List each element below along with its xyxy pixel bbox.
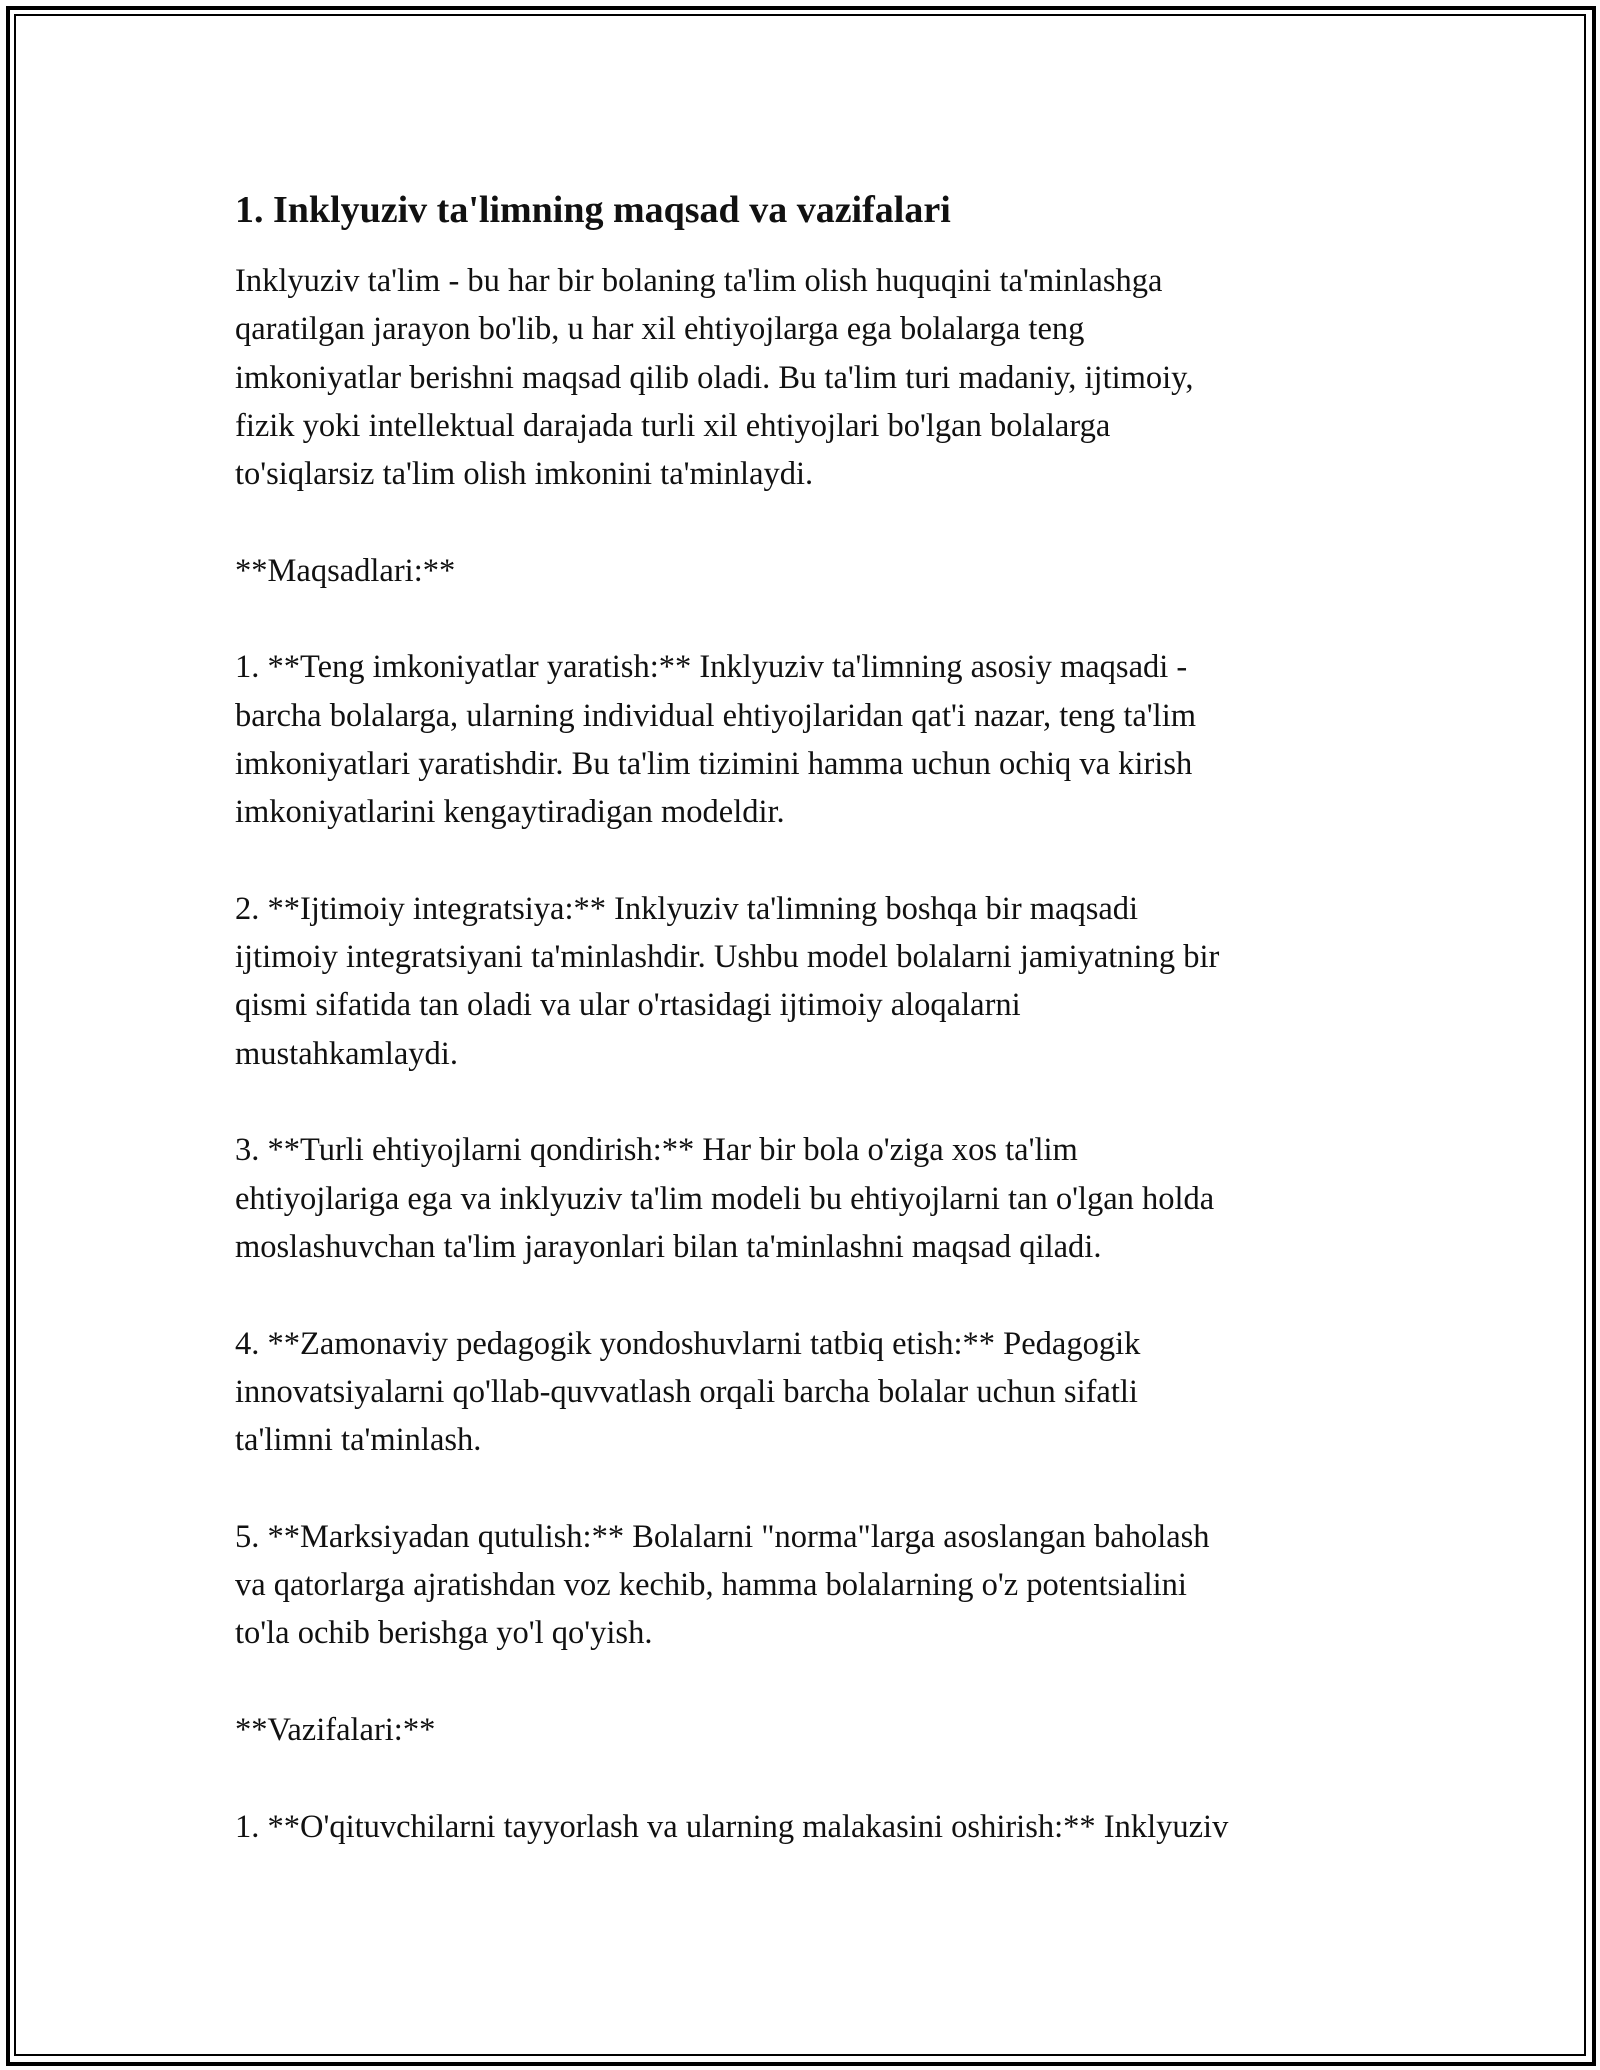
- text-line: va qatorlarga ajratishdan voz kechib, hamma bolalarning o'z potentsialini: [235, 1567, 1187, 1604]
- text-line: moslashuvchan ta'lim jarayonlari bilan ta'minlashni maqsad qiladi.: [235, 1228, 1102, 1265]
- text-line: 3. **Turli ehtiyojlarni qondirish:** Har bir bola o'ziga xos ta'lim: [235, 1132, 1078, 1169]
- text-line: 2. **Ijtimoiy integratsiya:** Inklyuziv ta'limning boshqa bir maqsadi: [235, 890, 1139, 927]
- text-line: innovatsiyalarni qo'llab-quvvatlash orqali barcha bolalar uchun sifatli: [235, 1373, 1138, 1410]
- text-line: imkoniyatlar berishni maqsad qilib oladi. Bu ta'lim turi madaniy, ijtimoiy,: [235, 359, 1194, 396]
- text-line: to'la ochib berishga yo'l qo'yish.: [235, 1615, 653, 1652]
- text-line: fizik yoki intellektual darajada turli xil ehtiyojlari bo'lgan bolalarga: [235, 407, 1111, 444]
- text-line: qaratilgan jarayon bo'lib, u har xil ehtiyojlarga ega bolalarga teng: [235, 311, 1085, 348]
- paragraph: [235, 1320, 1370, 1465]
- text-line: ehtiyojlariga ega va inklyuziv ta'lim modeli bu ehtiyojlarni tan o'lgan holda: [235, 1180, 1215, 1217]
- text-line: ijtimoiy integratsiyani ta'minlashdir. Ushbu model bolalarni jamiyatning bir: [235, 939, 1220, 976]
- text-line: mustahkamlaydi.: [235, 1035, 458, 1072]
- text-line: ta'limni ta'minlash.: [235, 1422, 482, 1459]
- paragraph: [235, 643, 1370, 836]
- document-body: [235, 185, 1370, 1851]
- text-line: **Maqsadlari:**: [235, 552, 456, 589]
- paragraph: [235, 1706, 1370, 1754]
- text-line: imkoniyatlarini kengaytiradigan modeldir.: [235, 794, 785, 831]
- paragraph: [235, 885, 1370, 1078]
- paragraph: [235, 1126, 1370, 1271]
- paragraph: [235, 1803, 1370, 1851]
- text-line: qismi sifatida tan oladi va ular o'rtasidagi ijtimoiy aloqalarni: [235, 987, 1021, 1024]
- text-line: 1. **Teng imkoniyatlar yaratish:** Inklyuziv ta'limning asosiy maqsadi -: [235, 649, 1188, 686]
- text-line: **Vazifalari:**: [235, 1711, 436, 1748]
- text-line: 4. **Zamonaviy pedagogik yondoshuvlarni tatbiq etish:** Pedagogik: [235, 1325, 1141, 1362]
- paragraph: [235, 1513, 1370, 1658]
- paragraph: [235, 257, 1370, 498]
- text-line: 1. **O'qituvchilarni tayyorlash va ularning malakasini oshirish:** Inklyuziv: [235, 1808, 1229, 1845]
- section-heading: 1. Inklyuziv ta'limning maqsad va vazifalari: [235, 189, 951, 231]
- paragraph: [235, 547, 1370, 595]
- text-line: Inklyuziv ta'lim - bu har bir bolaning ta'lim olish huquqini ta'minlashga: [235, 263, 1163, 299]
- text-line: 5. **Marksiyadan qutulish:** Bolalarni "norma"larga asoslangan baholash: [235, 1518, 1210, 1555]
- text-line: to'siqlarsiz ta'lim olish imkonini ta'minlaydi.: [235, 456, 814, 493]
- text-line: imkoniyatlari yaratishdir. Bu ta'lim tizimini hamma uchun ochiq va kirish: [235, 745, 1193, 782]
- text-line: barcha bolalarga, ularning individual ehtiyojlaridan qat'i nazar, teng ta'lim: [235, 697, 1197, 734]
- paragraph-list: [235, 257, 1370, 1851]
